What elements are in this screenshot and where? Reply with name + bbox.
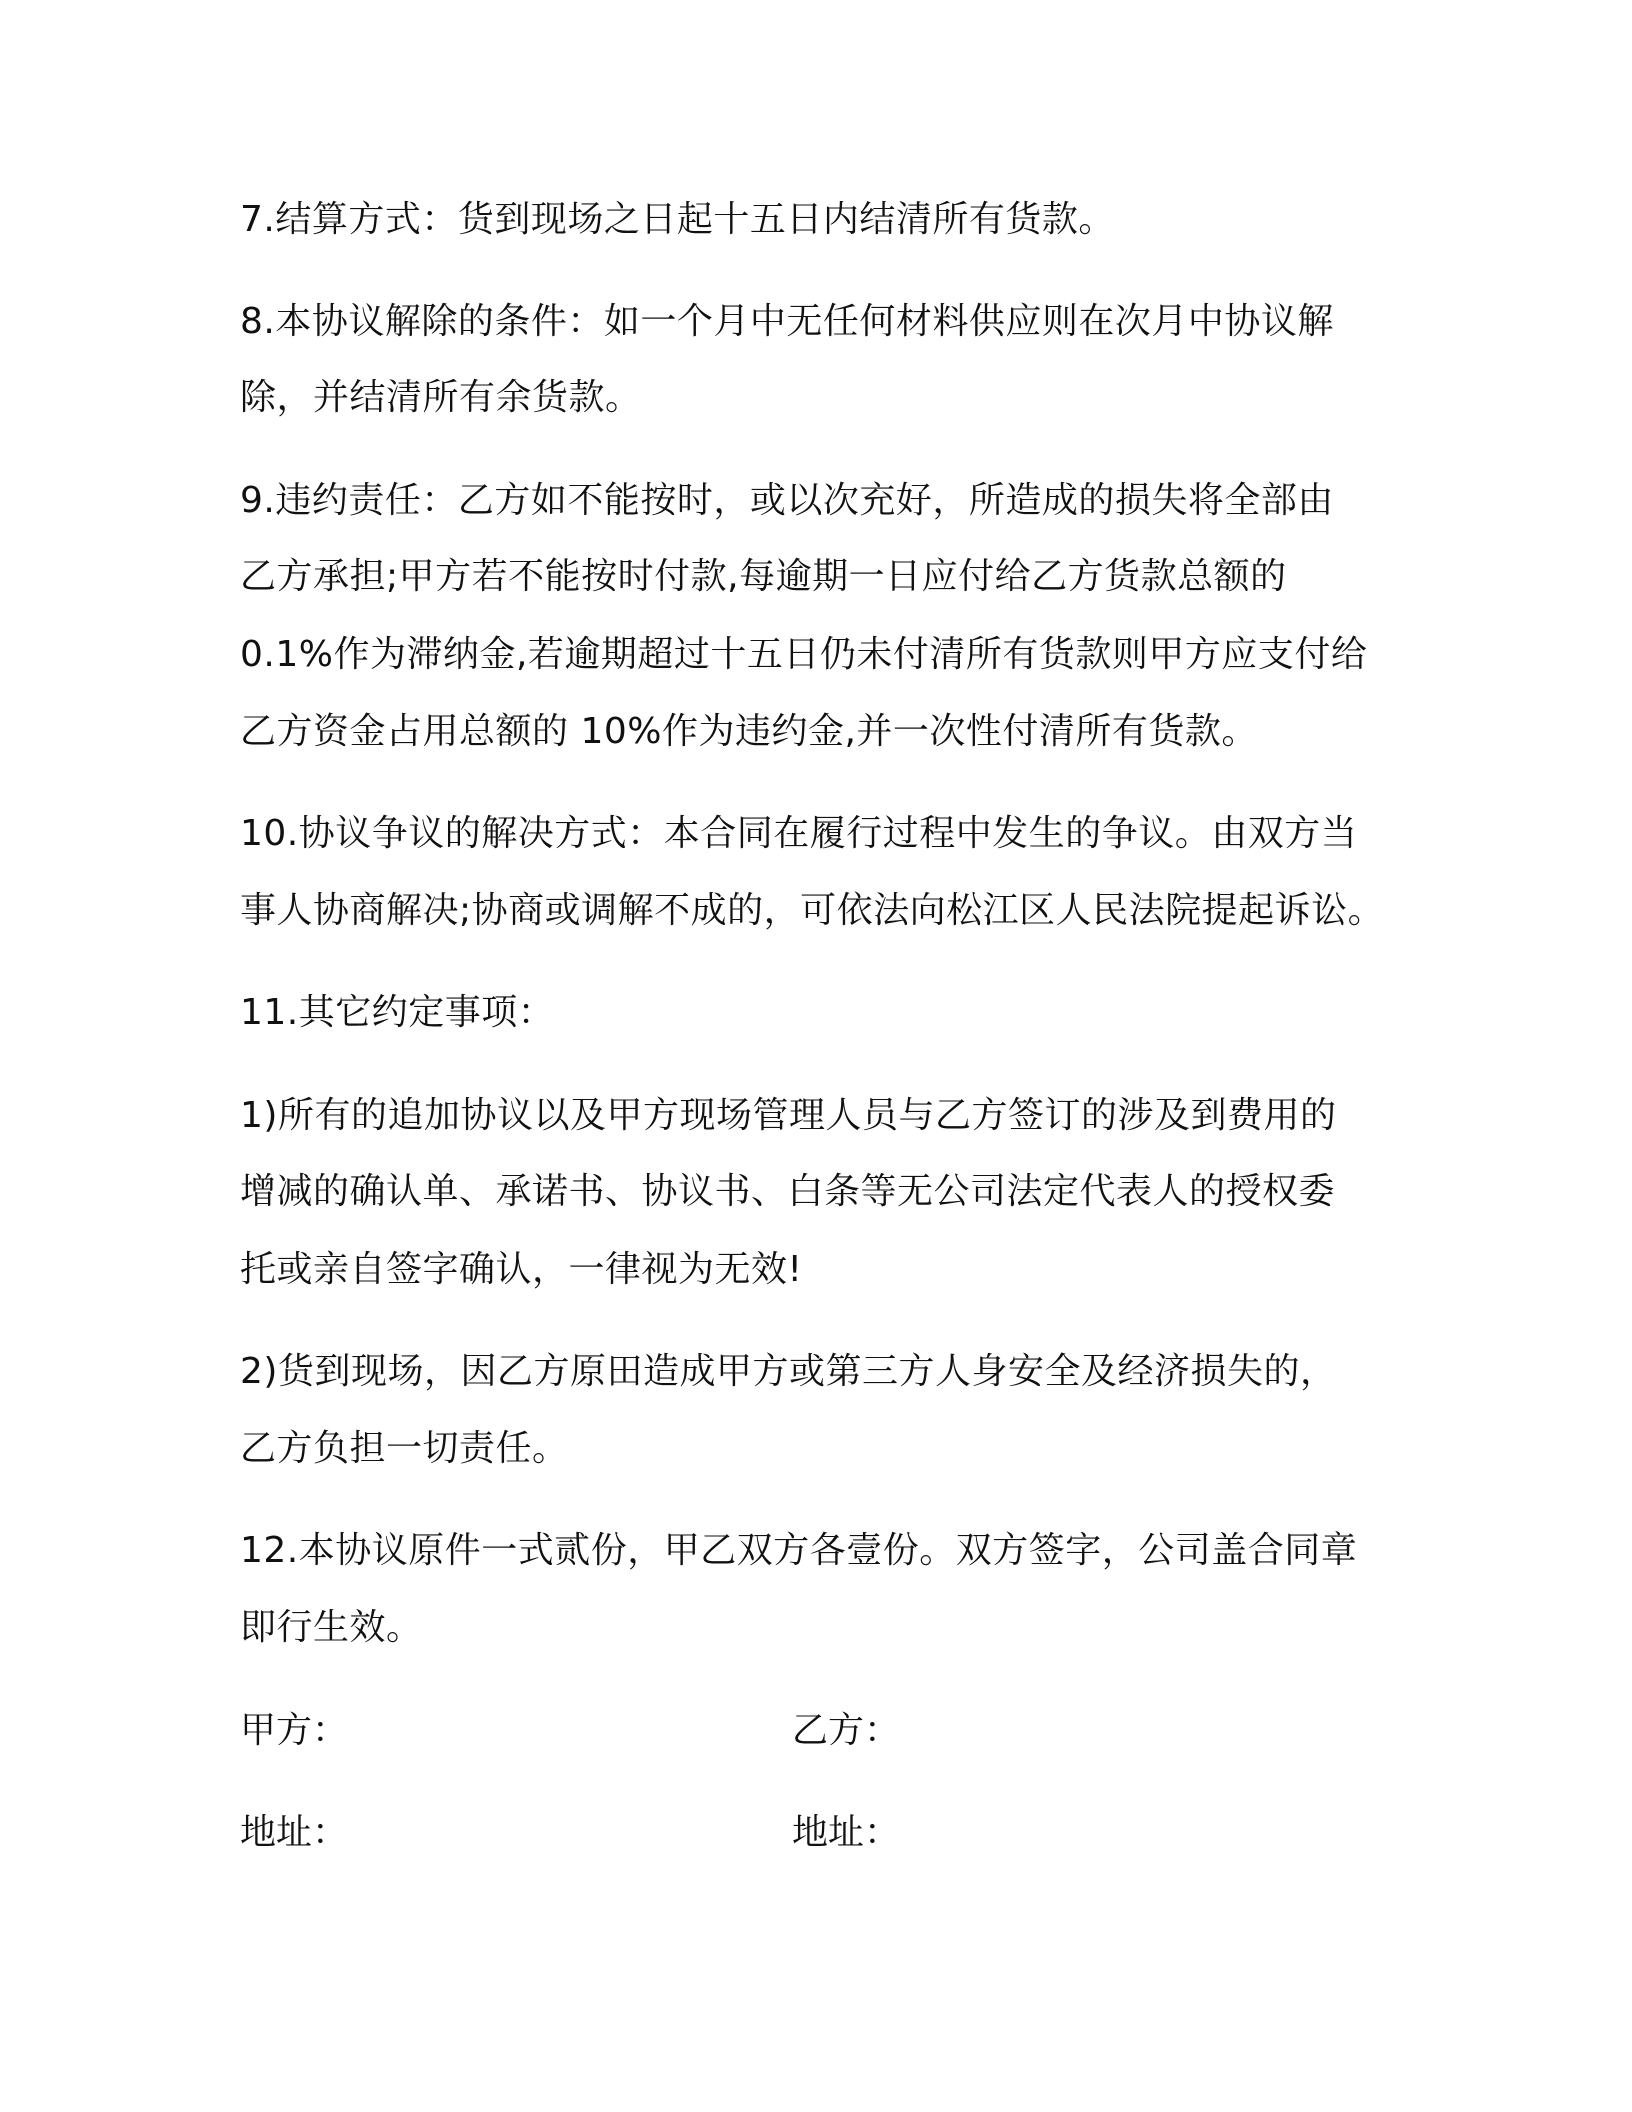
- clause-10-line-2: 事人协商解决;协商或调解不成的，可依法向松江区人民法院提起诉讼。: [240, 890, 1385, 931]
- clause-9-line-1: 9.违约责任：乙方如不能按时，或以次充好，所造成的损失将全部由: [240, 480, 1334, 521]
- clause-11-item-1-line-3: 托或亲自签字确认，一律视为无效!: [240, 1249, 803, 1290]
- clause-8-line-2: 除，并结清所有余货款。: [240, 377, 642, 418]
- clause-10-line-1: 10.协议争议的解决方式：本合同在履行过程中发生的争议。由双方当: [240, 813, 1358, 854]
- clause-8-line-1: 8.本协议解除的条件：如一个月中无任何材料供应则在次月中协议解: [240, 301, 1334, 342]
- clause-12-line-2: 即行生效。: [240, 1607, 423, 1648]
- clause-11-heading: 11.其它约定事项：: [240, 992, 555, 1033]
- document-page: [240, 0, 1410, 2112]
- clause-11-item-2-line-1: 2)货到现场，因乙方原田造成甲方或第三方人身安全及经济损失的，: [240, 1351, 1337, 1392]
- clause-11-item-2-line-2: 乙方负担一切责任。: [240, 1428, 569, 1469]
- clause-9-line-2: 乙方承担;甲方若不能按时付款,每逾期一日应付给乙方货款总额的: [240, 556, 1287, 597]
- party-b-label: 乙方：: [792, 1710, 901, 1751]
- party-a-label: 甲方：: [240, 1710, 349, 1751]
- clause-11-item-1-line-1: 1)所有的追加协议以及甲方现场管理人员与乙方签订的涉及到费用的: [240, 1095, 1337, 1136]
- clause-7-line-1: 7.结算方式：货到现场之日起十五日内结清所有货款。: [240, 199, 1115, 240]
- clause-9-line-3: 0.1%作为滞纳金,若逾期超过十五日仍未付清所有货款则甲方应支付给: [240, 634, 1368, 675]
- clause-9-line-4: 乙方资金占用总额的 10%作为违约金,并一次性付清所有货款。: [240, 711, 1258, 752]
- clause-12-line-1: 12.本协议原件一式贰份，甲乙双方各壹份。双方签字，公司盖合同章: [240, 1530, 1358, 1571]
- clause-11-item-1-line-2: 增减的确认单、承诺书、协议书、白条等无公司法定代表人的授权委: [240, 1171, 1336, 1212]
- party-b-address-label: 地址：: [792, 1812, 901, 1853]
- party-a-address-label: 地址：: [240, 1812, 349, 1853]
